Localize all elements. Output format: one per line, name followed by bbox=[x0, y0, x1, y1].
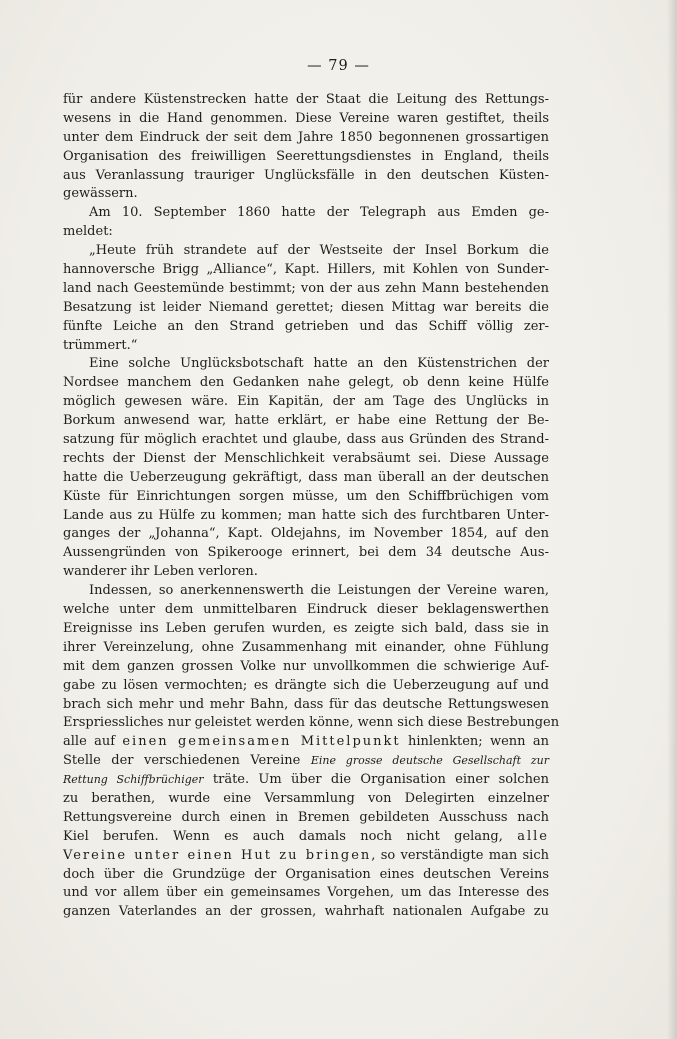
text-segment: meldet: bbox=[63, 224, 113, 240]
text-line bbox=[63, 374, 549, 393]
text-segment: rechts der Dienst der Menschlichkeit verabsäumt sei. Diese Aussage bbox=[63, 450, 549, 466]
text-line bbox=[63, 469, 549, 488]
text-line bbox=[63, 412, 549, 431]
spaced-emphasis: Vereine unter einen Hut zu bringen bbox=[63, 847, 372, 863]
text-segment: alle auf bbox=[63, 734, 123, 750]
text-line bbox=[63, 148, 549, 167]
text-line bbox=[63, 601, 549, 620]
text-segment: fünfte Leiche an den Strand getrieben und das Schiff völlig zer- bbox=[63, 318, 549, 334]
text-line bbox=[63, 91, 549, 110]
text-line bbox=[63, 771, 549, 790]
text-line bbox=[63, 204, 549, 223]
text-segment: welche unter dem unmittelbaren Eindruck dieser beklagenswerthen bbox=[63, 602, 549, 618]
text-line bbox=[63, 450, 549, 469]
text-segment: und vor allem über ein gemeinsames Vorgehen, um das Interesse des bbox=[63, 885, 549, 901]
spaced-emphasis: alle bbox=[517, 828, 549, 844]
text-segment: Organisation des freiwilligen Seerettungsdienstes in England, theils bbox=[63, 148, 549, 164]
text-line bbox=[63, 544, 549, 563]
text-line bbox=[63, 261, 549, 280]
text-line bbox=[63, 884, 549, 903]
text-segment: ihrer Vereinzelung, ohne Zusammenhang mit einander, ohne Fühlung bbox=[63, 639, 549, 655]
text-segment: Borkum anwesend war, hatte erklärt, er habe eine Rettung der Be- bbox=[63, 413, 549, 429]
page-number: — 79 — bbox=[307, 58, 370, 74]
text-segment: gabe zu lösen vermochten; es drängte sich die Ueberzeugung auf und bbox=[63, 677, 549, 693]
text-segment: Küste für Einrichtungen sorgen müsse, um den Schiffbrüchigen vom bbox=[63, 488, 549, 504]
text-line bbox=[63, 752, 549, 771]
text-line bbox=[63, 393, 549, 412]
text-segment: satzung für möglich erachtet und glaube, dass aus Gründen des Strand- bbox=[63, 432, 549, 448]
italic-emphasis: Rettung Schiffbrüchiger bbox=[63, 773, 204, 787]
text-line bbox=[63, 488, 549, 507]
text-segment: Am 10. September 1860 hatte der Telegraph aus Emden ge- bbox=[89, 205, 549, 221]
text-segment: Indessen, so anerkennenswerth die Leistungen der Vereine waren, bbox=[89, 583, 549, 599]
text-segment: Ereignisse ins Leben gerufen wurden, es zeigte sich bald, dass sie in bbox=[63, 620, 549, 636]
spaced-emphasis: einen gemeinsamen Mittelpunkt bbox=[122, 734, 401, 750]
text-segment: Nordsee manchem den Gedanken nahe gelegt, ob denn keine Hülfe bbox=[63, 375, 549, 391]
text-line bbox=[63, 318, 549, 337]
text-line bbox=[63, 714, 560, 733]
text-segment: wanderer ihr Leben verloren. bbox=[63, 564, 258, 580]
text-segment: Rettungsvereine durch einen in Bremen gebildeten Ausschuss nach bbox=[63, 809, 549, 825]
text-segment: zu berathen, wurde eine Versammlung von Delegirten einzelner bbox=[63, 790, 549, 806]
text-segment: land nach Geestemünde bestimmt; von der aus zehn Mann bestehenden bbox=[63, 280, 549, 296]
text-line bbox=[63, 639, 549, 658]
text-segment: Erspriessliches nur geleistet werden könne, wenn sich diese Bestrebungen bbox=[63, 715, 560, 731]
text-segment: möglich gewesen wäre. Ein Kapitän, der am Tage des Unglücks in bbox=[63, 394, 549, 410]
text-segment: , so verständigte man sich bbox=[371, 847, 549, 863]
text-segment: hatte die Ueberzeugung gekräftigt, dass man überall an der deutschen bbox=[63, 469, 549, 485]
text-segment: hinlenkten; wenn an bbox=[400, 734, 549, 750]
text-segment: Kiel berufen. Wenn es auch damals noch nicht gelang, bbox=[63, 828, 518, 844]
text-segment: aus Veranlassung trauriger Unglücksfälle in den deutschen Küsten- bbox=[63, 167, 549, 183]
text-segment: Aussengründen von Spikerooge erinnert, bei dem 34 deutsche Aus- bbox=[63, 545, 549, 561]
text-line bbox=[63, 563, 549, 582]
text-line bbox=[63, 355, 549, 374]
text-line bbox=[63, 223, 549, 242]
text-line bbox=[63, 129, 549, 148]
text-segment: „Heute früh strandete auf der Westseite der Insel Borkum die bbox=[89, 243, 549, 259]
italic-emphasis: Eine grosse deutsche Gesellschaft zur bbox=[310, 754, 549, 768]
text-segment: mit dem ganzen grossen Volke nur unvollkommen die schwierige Auf- bbox=[63, 658, 549, 674]
text-segment: wesens in die Hand genommen. Diese Vereine waren gestiftet, theils bbox=[63, 110, 549, 126]
text-segment: unter dem Eindruck der seit dem Jahre 1850 begonnenen grossartigen bbox=[63, 129, 549, 145]
text-segment: ganzen Vaterlandes an der grossen, wahrhaft nationalen Aufgabe zu bbox=[63, 904, 549, 920]
text-line bbox=[63, 242, 549, 261]
text-line bbox=[63, 828, 549, 847]
text-line bbox=[63, 337, 549, 356]
text-line bbox=[63, 110, 549, 129]
text-segment: gewässern. bbox=[63, 186, 138, 202]
text-line bbox=[63, 185, 549, 204]
text-segment: für andere Küstenstrecken hatte der Staat die Leitung des Rettungs- bbox=[63, 92, 549, 107]
text-segment: Stelle der verschiedenen Vereine bbox=[63, 753, 311, 769]
text-line bbox=[63, 733, 549, 752]
text-segment: träte. Um über die Organisation einer solchen bbox=[203, 772, 550, 788]
text-segment: Besatzung ist leider Niemand gerettet; diesen Mittag war bereits die bbox=[63, 299, 549, 315]
text-segment: doch über die Grundzüge der Organisation eines deutschen Vereins bbox=[63, 866, 549, 882]
text-line bbox=[63, 809, 549, 828]
text-line bbox=[63, 677, 549, 696]
text-segment: hannoversche Brigg „Alliance“, Kapt. Hillers, mit Kohlen von Sunder- bbox=[63, 262, 549, 278]
text-line bbox=[63, 790, 549, 809]
text-segment: brach sich mehr und mehr Bahn, dass für das deutsche Rettungswesen bbox=[63, 696, 549, 712]
text-line bbox=[63, 167, 549, 186]
text-line bbox=[63, 696, 549, 715]
body-text bbox=[63, 91, 560, 922]
text-line bbox=[63, 431, 549, 450]
text-segment: Eine solche Unglücksbotschaft hatte an den Küstenstrichen der bbox=[89, 356, 549, 372]
text-line bbox=[63, 507, 549, 526]
text-segment: trümmert.“ bbox=[63, 337, 138, 353]
text-line bbox=[63, 582, 549, 601]
page-edge-shadow bbox=[667, 0, 677, 1039]
text-line bbox=[63, 658, 549, 677]
text-line bbox=[63, 299, 549, 318]
text-line bbox=[63, 903, 549, 922]
text-line bbox=[63, 620, 549, 639]
text-line bbox=[63, 280, 549, 299]
text-segment: ganges der „Johanna“, Kapt. Oldejahns, im November 1854, auf den bbox=[63, 526, 549, 542]
text-segment: Lande aus zu Hülfe zu kommen; man hatte sich des furchtbaren Unter- bbox=[63, 507, 549, 523]
text-line bbox=[63, 847, 549, 866]
text-line bbox=[63, 866, 549, 885]
text-line bbox=[63, 525, 549, 544]
